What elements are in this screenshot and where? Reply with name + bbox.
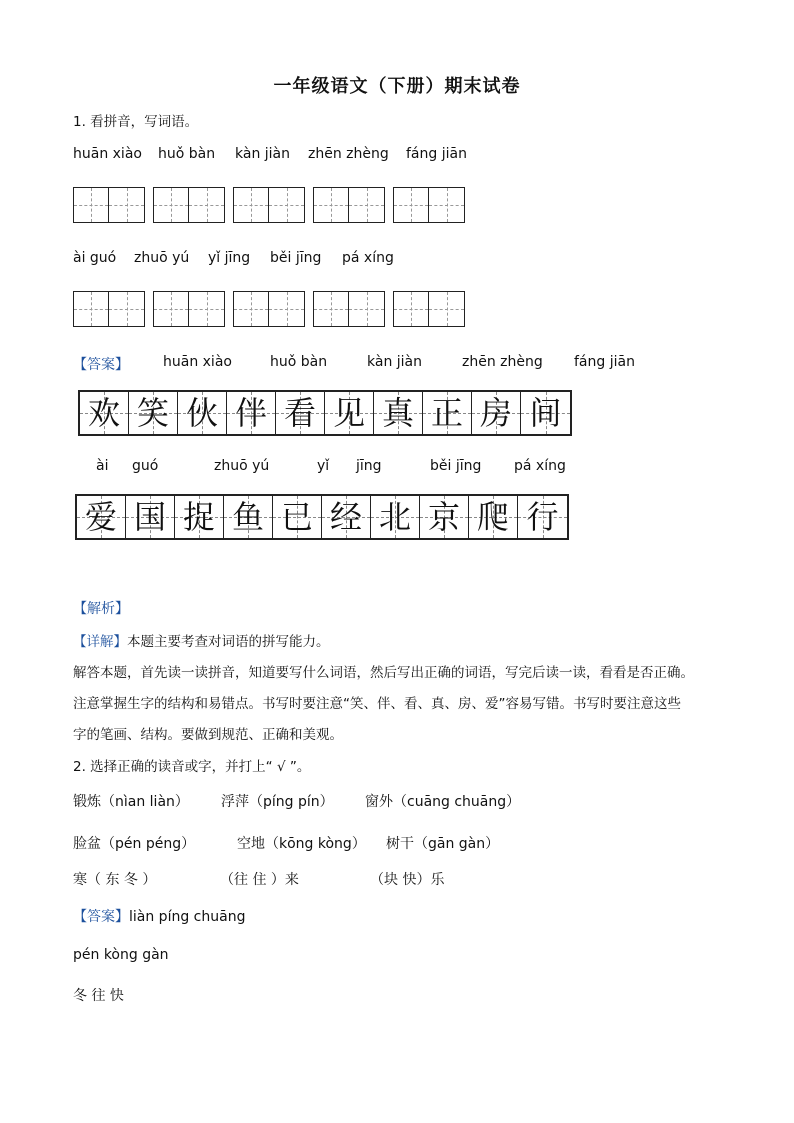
answer-text: liàn píng chuāng (129, 909, 246, 925)
writing-box[interactable] (393, 291, 429, 327)
answer-char: 已 (280, 498, 313, 536)
answer-label: 【答案】 (73, 909, 129, 925)
pinyin-label: huǒ bàn (270, 354, 328, 370)
answer-char-cell (276, 392, 325, 434)
pinyin-label: zhuō yú (134, 250, 190, 266)
question-2-prompt: 2. 选择正确的读音或字，并打上“ √ ”。 (73, 759, 311, 775)
choice-item[interactable]: 树干（gān gàn） (386, 836, 500, 852)
writing-box[interactable] (233, 291, 269, 327)
writing-box-pair (313, 291, 385, 327)
writing-box-pair (153, 291, 225, 327)
writing-box-pair (73, 291, 145, 327)
answer-char: 捉 (182, 498, 215, 536)
pinyin-label: běi jīng (270, 250, 322, 266)
writing-box[interactable] (313, 291, 349, 327)
pinyin-label: huān xiào (73, 146, 142, 162)
pinyin-label: běi jīng (430, 458, 482, 474)
writing-box[interactable] (349, 187, 385, 223)
question-1-prompt: 1. 看拼音，写词语。 (73, 114, 199, 130)
writing-box[interactable] (269, 187, 305, 223)
answer-grid-row-1 (78, 390, 572, 436)
pinyin-label: yǐ (317, 458, 330, 474)
answer-char-cell (322, 496, 371, 538)
writing-box-pair (153, 187, 225, 223)
answer-char-cell (518, 496, 567, 538)
detail-line-4: 字的笔画、结构。要做到规范、正确和美观。 (73, 727, 343, 743)
answer-grid-row-2 (75, 494, 569, 540)
answer-char: 见 (332, 394, 365, 432)
answer-char: 伙 (185, 394, 218, 432)
detail-line-3: 注意掌握生字的结构和易错点。书写时要注意“笑、伴、看、真、房、爱”容易写错。书写时要注意这些 (73, 696, 681, 712)
answer-char: 经 (329, 498, 362, 536)
pinyin-label: zhēn zhèng (308, 146, 389, 162)
pinyin-label: fáng jiān (574, 354, 635, 370)
writing-box[interactable] (429, 187, 465, 223)
pinyin-label: pá xíng (342, 250, 394, 266)
pinyin-label: kàn jiàn (235, 146, 290, 162)
writing-box[interactable] (393, 187, 429, 223)
answer-char-cell (227, 392, 276, 434)
pinyin-label: fáng jiān (406, 146, 467, 162)
answer-char: 鱼 (231, 498, 264, 536)
answer-line-2: pén kòng gàn (73, 947, 169, 963)
writing-box-pair (73, 187, 145, 223)
writing-box-pair (233, 291, 305, 327)
pinyin-label: pá xíng (514, 458, 566, 474)
pinyin-label: jīng (356, 458, 382, 474)
writing-box[interactable] (349, 291, 385, 327)
detail-label: 【详解】 (73, 634, 127, 650)
answer-char-cell (325, 392, 374, 434)
writing-box-pair (313, 187, 385, 223)
writing-grid-row-1 (73, 187, 473, 223)
writing-box[interactable] (429, 291, 465, 327)
writing-box-pair (233, 187, 305, 223)
choice-item[interactable]: （往 住 ）来 (220, 872, 299, 888)
detail-line-2: 解答本题，首先读一读拼音，知道要写什么词语，然后写出正确的词语，写完后读一读，看看是否正确。 (73, 665, 694, 681)
answer-line-1 (73, 906, 245, 926)
answer-char: 京 (427, 498, 460, 536)
writing-box[interactable] (313, 187, 349, 223)
answer-char: 欢 (87, 394, 120, 432)
writing-box[interactable] (153, 187, 189, 223)
choice-item[interactable]: 锻炼（nìan liàn） (73, 794, 189, 810)
writing-box-pair (393, 291, 465, 327)
answer-char-cell (273, 496, 322, 538)
choice-item[interactable]: 寒（ 东 冬 ） (73, 872, 157, 888)
choice-item[interactable]: 浮萍（píng pín） (221, 794, 334, 810)
writing-box[interactable] (233, 187, 269, 223)
detail-text: 本题主要考查对词语的拼写能力。 (127, 634, 330, 650)
answer-char-cell (420, 496, 469, 538)
writing-box-pair (393, 187, 465, 223)
writing-box[interactable] (269, 291, 305, 327)
detail-line-1 (73, 630, 330, 650)
answer-char-cell (469, 496, 518, 538)
page-title: 一年级语文（下册）期末试卷 (273, 76, 521, 97)
writing-box[interactable] (189, 187, 225, 223)
pinyin-label: kàn jiàn (367, 354, 422, 370)
choice-item[interactable]: 脸盆（pén péng） (73, 836, 196, 852)
pinyin-label: guó (132, 458, 159, 474)
answer-char: 间 (529, 394, 562, 432)
answer-char: 爬 (476, 498, 509, 536)
answer-char-cell (126, 496, 175, 538)
pinyin-label: zhēn zhèng (462, 354, 543, 370)
answer-label: 【答案】 (73, 357, 129, 373)
choice-item[interactable]: 空地（kōng kòng） (237, 836, 366, 852)
answer-char-cell (374, 392, 423, 434)
answer-char: 北 (378, 498, 411, 536)
writing-box[interactable] (153, 291, 189, 327)
answer-char: 国 (133, 498, 166, 536)
writing-box[interactable] (73, 291, 109, 327)
answer-char-cell (371, 496, 420, 538)
answer-char-cell (224, 496, 273, 538)
writing-box[interactable] (73, 187, 109, 223)
answer-char: 看 (283, 394, 316, 432)
pinyin-label: ài guó (73, 250, 117, 266)
answer-char: 笑 (136, 394, 169, 432)
analysis-label: 【解析】 (73, 601, 129, 617)
answer-char-cell (423, 392, 472, 434)
answer-char: 爱 (84, 498, 117, 536)
answer-char-cell (472, 392, 521, 434)
choice-item[interactable]: （块 快）乐 (370, 872, 445, 888)
answer-char: 正 (430, 394, 463, 432)
answer-line-3: 冬 往 快 (73, 988, 124, 1004)
answer-char-cell (77, 496, 126, 538)
writing-grid-row-2 (73, 291, 473, 327)
writing-box[interactable] (109, 291, 145, 327)
pinyin-label: yǐ jīng (208, 250, 251, 266)
pinyin-label: huǒ bàn (158, 146, 216, 162)
answer-char: 伴 (234, 394, 267, 432)
answer-char-cell (178, 392, 227, 434)
pinyin-label: zhuō yú (214, 458, 270, 474)
answer-char-cell (80, 392, 129, 434)
writing-box[interactable] (189, 291, 225, 327)
pinyin-label: ài (96, 458, 109, 474)
answer-char: 房 (479, 394, 512, 432)
answer-char-cell (175, 496, 224, 538)
pinyin-label: huān xiào (163, 354, 232, 370)
writing-box[interactable] (109, 187, 145, 223)
answer-char-cell (129, 392, 178, 434)
answer-char: 行 (526, 498, 559, 536)
answer-char-cell (521, 392, 570, 434)
choice-item[interactable]: 窗外（cuāng chuāng） (365, 794, 521, 810)
answer-char: 真 (381, 394, 414, 432)
